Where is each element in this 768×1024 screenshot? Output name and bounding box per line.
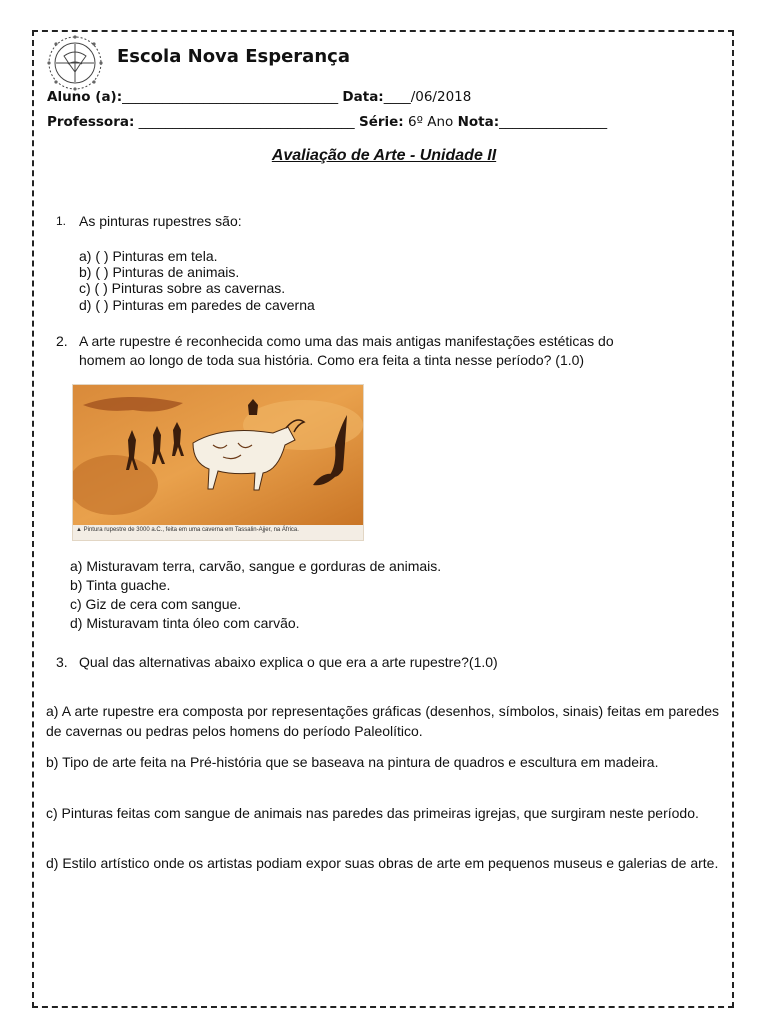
school-logo-icon (44, 34, 106, 92)
q3-text: Qual das alternativas abaixo explica o que era a arte rupestre?(1.0) (79, 654, 498, 670)
image-caption: ▲ Pintura rupestre de 3000 a.C., feita em uma caverna em Tassalin-Ajjer, na África. (76, 527, 299, 533)
q3-option-a: a) A arte rupestre era composta por representações gráficas (desenhos, símbolos, sinais) feitas em paredes de cavernas ou pedras pelos homens do período Paleolítico. (46, 703, 719, 739)
q3-option-b: b) Tipo de arte feita na Pré-história que se baseava na pintura de quadros e escultura em madeira. (46, 754, 659, 770)
q3-number: 3. (56, 654, 68, 670)
header-line-professora (47, 114, 607, 130)
q1-option-b: b) ( ) Pinturas de animais. (79, 264, 240, 280)
data-label: Data: (342, 89, 384, 105)
aluno-field: ________________________________ (122, 89, 339, 105)
q1-option-c: c) ( ) Pinturas sobre as cavernas. (79, 280, 286, 296)
serie-label: Série: (358, 114, 404, 130)
serie-value: 6º Ano (407, 114, 454, 130)
data-field: ____/06/2018 (383, 89, 472, 105)
q2-option-b: b) Tinta guache. (70, 577, 171, 593)
q1-option-a: a) ( ) Pinturas em tela. (79, 248, 218, 264)
q2-option-c: c) Giz de cera com sangue. (70, 596, 242, 612)
cave-painting-illustration (73, 385, 363, 525)
q2-number: 2. (56, 333, 68, 349)
nota-label: Nota: (457, 114, 500, 130)
q2-text-line1: A arte rupestre é reconhecida como uma das mais antigas manifestações estéticas do (79, 333, 614, 349)
header-line-aluno (47, 89, 471, 105)
aluno-label: Aluno (a): (47, 89, 123, 105)
q3-option-d: d) Estilo artístico onde os artistas podiam expor suas obras de arte em pequenos museus e galerias de arte. (46, 855, 719, 871)
cave-painting-image (72, 384, 364, 541)
professora-field: ________________________________ (138, 114, 355, 130)
q3-option-c: c) Pinturas feitas com sangue de animais nas paredes das primeiras igrejas, que surgiram neste período. (46, 805, 699, 821)
professora-label: Professora: (47, 114, 135, 130)
q1-option-d: d) ( ) Pinturas em paredes de caverna (79, 297, 315, 313)
nota-field: ________________ (499, 114, 608, 130)
q1-text: As pinturas rupestres são: (79, 213, 242, 229)
school-name: Escola Nova Esperança (117, 46, 350, 67)
q1-number: 1. (56, 214, 67, 228)
q2-option-d: d) Misturavam tinta óleo com carvão. (70, 615, 300, 631)
page-title: Avaliação de Arte - Unidade II (271, 147, 497, 164)
q2-text-line2: homem ao longo de toda sua história. Como era feita a tinta nesse período? (1.0) (79, 352, 585, 368)
q2-option-a: a) Misturavam terra, carvão, sangue e gorduras de animais. (70, 558, 442, 574)
